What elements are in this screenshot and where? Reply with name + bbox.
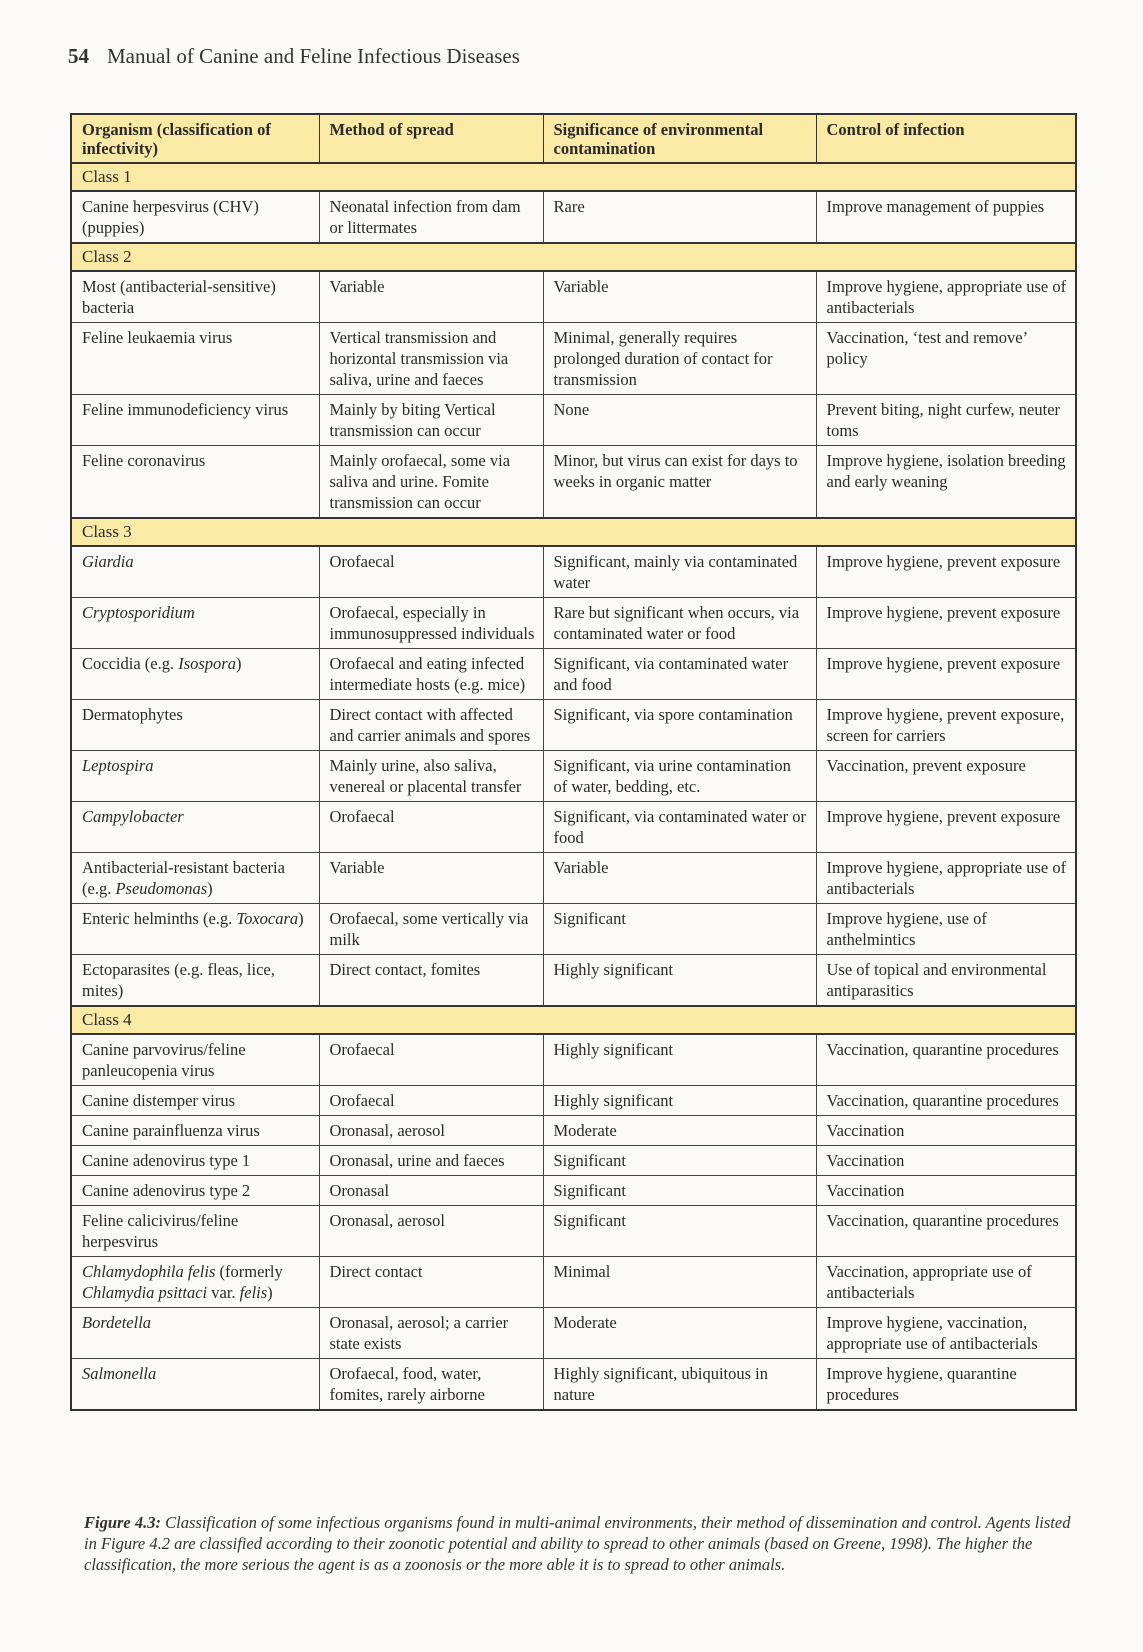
control-cell: Use of topical and environmental antiparasitics bbox=[816, 955, 1076, 1007]
table-header-row bbox=[71, 114, 1076, 163]
control-cell: Vaccination, appropriate use of antibacterials bbox=[816, 1257, 1076, 1308]
table-row bbox=[71, 904, 1076, 955]
table-row bbox=[71, 853, 1076, 904]
table-row bbox=[71, 1359, 1076, 1411]
organism-cell bbox=[71, 1257, 319, 1308]
table-row bbox=[71, 1086, 1076, 1116]
organism-cell: Feline calicivirus/feline herpesvirus bbox=[71, 1206, 319, 1257]
control-cell: Vaccination, quarantine procedures bbox=[816, 1034, 1076, 1086]
organism-cell: Canine distemper virus bbox=[71, 1086, 319, 1116]
control-cell: Vaccination bbox=[816, 1116, 1076, 1146]
significance-cell: Moderate bbox=[543, 1308, 816, 1359]
table-row bbox=[71, 802, 1076, 853]
organism-cell: Leptospira bbox=[71, 751, 319, 802]
table-row bbox=[71, 1116, 1076, 1146]
control-cell: Improve hygiene, quarantine procedures bbox=[816, 1359, 1076, 1411]
significance-cell: Rare bbox=[543, 191, 816, 243]
table-row bbox=[71, 1308, 1076, 1359]
organism-italic: Pseudomonas bbox=[115, 879, 208, 898]
control-cell: Improve management of puppies bbox=[816, 191, 1076, 243]
significance-cell: Highly significant, ubiquitous in nature bbox=[543, 1359, 816, 1411]
significance-cell: Significant bbox=[543, 1176, 816, 1206]
spread-cell: Oronasal bbox=[319, 1176, 543, 1206]
organism-cell: Feline coronavirus bbox=[71, 446, 319, 519]
spread-cell: Orofaecal bbox=[319, 802, 543, 853]
control-cell: Improve hygiene, prevent exposure bbox=[816, 802, 1076, 853]
control-cell: Improve hygiene, appropriate use of antibacterials bbox=[816, 271, 1076, 323]
significance-cell: Significant bbox=[543, 904, 816, 955]
header-spread: Method of spread bbox=[319, 114, 543, 163]
control-cell: Improve hygiene, use of anthelmintics bbox=[816, 904, 1076, 955]
significance-cell: Variable bbox=[543, 853, 816, 904]
organism-text: ) bbox=[298, 909, 304, 928]
spread-cell: Neonatal infection from dam or littermates bbox=[319, 191, 543, 243]
organism-text: ) bbox=[267, 1283, 273, 1302]
table-row bbox=[71, 191, 1076, 243]
organism-text: var. bbox=[207, 1283, 240, 1302]
significance-cell: Significant bbox=[543, 1146, 816, 1176]
significance-cell: Minor, but virus can exist for days to weeks in organic matter bbox=[543, 446, 816, 519]
organism-cell: Canine adenovirus type 1 bbox=[71, 1146, 319, 1176]
class-row bbox=[71, 518, 1076, 546]
class-label: Class 1 bbox=[71, 163, 1076, 191]
organism-text: Enteric helminths (e.g. bbox=[82, 909, 237, 928]
spread-cell: Orofaecal bbox=[319, 546, 543, 598]
spread-cell: Mainly by biting Vertical transmission can occur bbox=[319, 395, 543, 446]
running-title: Manual of Canine and Feline Infectious Diseases bbox=[107, 44, 520, 68]
table-row bbox=[71, 271, 1076, 323]
organism-cell bbox=[71, 649, 319, 700]
organism-cell: Canine parvovirus/feline panleucopenia virus bbox=[71, 1034, 319, 1086]
organism-italic: Isospora bbox=[178, 654, 236, 673]
control-cell: Prevent biting, night curfew, neuter toms bbox=[816, 395, 1076, 446]
significance-cell: Rare but significant when occurs, via contaminated water or food bbox=[543, 598, 816, 649]
spread-cell: Vertical transmission and horizontal transmission via saliva, urine and faeces bbox=[319, 323, 543, 395]
class-row bbox=[71, 243, 1076, 271]
table-row bbox=[71, 395, 1076, 446]
table-row bbox=[71, 1257, 1076, 1308]
header-organism: Organism (classification of infectivity) bbox=[71, 114, 319, 163]
organism-cell: Feline immunodeficiency virus bbox=[71, 395, 319, 446]
spread-cell: Mainly urine, also saliva, venereal or placental transfer bbox=[319, 751, 543, 802]
header-significance: Significance of environmental contamination bbox=[543, 114, 816, 163]
significance-cell: Variable bbox=[543, 271, 816, 323]
class-row bbox=[71, 1006, 1076, 1034]
spread-cell: Orofaecal, food, water, fomites, rarely airborne bbox=[319, 1359, 543, 1411]
organism-text: (formerly bbox=[215, 1262, 283, 1281]
significance-cell: Significant, via spore contamination bbox=[543, 700, 816, 751]
control-cell: Vaccination, quarantine procedures bbox=[816, 1086, 1076, 1116]
figure-caption bbox=[84, 1512, 1074, 1575]
organism-text: ) bbox=[235, 654, 242, 673]
table-row bbox=[71, 323, 1076, 395]
significance-cell: Significant, mainly via contaminated water bbox=[543, 546, 816, 598]
spread-cell: Oronasal, urine and faeces bbox=[319, 1146, 543, 1176]
table-row bbox=[71, 1034, 1076, 1086]
table-row bbox=[71, 955, 1076, 1007]
organism-cell: Campylobacter bbox=[71, 802, 319, 853]
significance-cell: Highly significant bbox=[543, 1086, 816, 1116]
significance-cell: None bbox=[543, 395, 816, 446]
page-header bbox=[68, 44, 520, 69]
organism-cell: Ectoparasites (e.g. fleas, lice, mites) bbox=[71, 955, 319, 1007]
organism-cell: Canine parainfluenza virus bbox=[71, 1116, 319, 1146]
organism-cell bbox=[71, 904, 319, 955]
control-cell: Vaccination, quarantine procedures bbox=[816, 1206, 1076, 1257]
organism-cell: Salmonella bbox=[71, 1359, 319, 1411]
significance-cell: Minimal, generally requires prolonged duration of contact for transmission bbox=[543, 323, 816, 395]
significance-cell: Moderate bbox=[543, 1116, 816, 1146]
table-row bbox=[71, 1176, 1076, 1206]
spread-cell: Oronasal, aerosol bbox=[319, 1206, 543, 1257]
organism-italic: Chlamydophila felis bbox=[82, 1262, 216, 1281]
organism-cell: Cryptosporidium bbox=[71, 598, 319, 649]
control-cell: Improve hygiene, prevent exposure bbox=[816, 598, 1076, 649]
control-cell: Improve hygiene, prevent exposure bbox=[816, 649, 1076, 700]
table-row bbox=[71, 1146, 1076, 1176]
organism-cell: Most (antibacterial-sensitive) bacteria bbox=[71, 271, 319, 323]
spread-cell: Variable bbox=[319, 271, 543, 323]
organism-cell: Canine adenovirus type 2 bbox=[71, 1176, 319, 1206]
significance-cell: Significant, via urine contamination of water, bedding, etc. bbox=[543, 751, 816, 802]
table-row bbox=[71, 700, 1076, 751]
control-cell: Improve hygiene, vaccination, appropriate use of antibacterials bbox=[816, 1308, 1076, 1359]
organism-cell: Bordetella bbox=[71, 1308, 319, 1359]
spread-cell: Direct contact with affected and carrier animals and spores bbox=[319, 700, 543, 751]
spread-cell: Oronasal, aerosol; a carrier state exists bbox=[319, 1308, 543, 1359]
control-cell: Vaccination bbox=[816, 1176, 1076, 1206]
spread-cell: Variable bbox=[319, 853, 543, 904]
significance-cell: Minimal bbox=[543, 1257, 816, 1308]
table-row bbox=[71, 546, 1076, 598]
class-label: Class 4 bbox=[71, 1006, 1076, 1034]
organism-cell: Canine herpesvirus (CHV) (puppies) bbox=[71, 191, 319, 243]
spread-cell: Direct contact bbox=[319, 1257, 543, 1308]
table-row bbox=[71, 649, 1076, 700]
spread-cell: Orofaecal, especially in immunosuppressed individuals bbox=[319, 598, 543, 649]
spread-cell: Direct contact, fomites bbox=[319, 955, 543, 1007]
organism-cell: Giardia bbox=[71, 546, 319, 598]
control-cell: Improve hygiene, prevent exposure, screen for carriers bbox=[816, 700, 1076, 751]
table-row bbox=[71, 751, 1076, 802]
page-number: 54 bbox=[68, 44, 89, 68]
spread-cell: Orofaecal bbox=[319, 1034, 543, 1086]
spread-cell: Orofaecal and eating infected intermediate hosts (e.g. mice) bbox=[319, 649, 543, 700]
control-cell: Improve hygiene, isolation breeding and early weaning bbox=[816, 446, 1076, 519]
organism-text: ) bbox=[207, 879, 213, 898]
header-control: Control of infection bbox=[816, 114, 1076, 163]
significance-cell: Highly significant bbox=[543, 1034, 816, 1086]
spread-cell: Mainly orofaecal, some via saliva and urine. Fomite transmission can occur bbox=[319, 446, 543, 519]
control-cell: Vaccination, ‘test and remove’ policy bbox=[816, 323, 1076, 395]
control-cell: Vaccination bbox=[816, 1146, 1076, 1176]
class-label: Class 3 bbox=[71, 518, 1076, 546]
class-label: Class 2 bbox=[71, 243, 1076, 271]
table-row bbox=[71, 598, 1076, 649]
organism-cell: Dermatophytes bbox=[71, 700, 319, 751]
control-cell: Vaccination, prevent exposure bbox=[816, 751, 1076, 802]
organism-cell bbox=[71, 853, 319, 904]
significance-cell: Significant bbox=[543, 1206, 816, 1257]
caption-label: Figure 4.3: bbox=[84, 1513, 162, 1532]
organism-text: Antibacterial-resistant bacteria (e.g. bbox=[82, 858, 285, 898]
spread-cell: Orofaecal, some vertically via milk bbox=[319, 904, 543, 955]
control-cell: Improve hygiene, appropriate use of antibacterials bbox=[816, 853, 1076, 904]
organism-italic: felis bbox=[239, 1283, 268, 1302]
caption-text: Classification of some infectious organisms found in multi-animal environments, their method of dissemination and control. Agents listed in Figure 4.2 are classified according to their zoonotic potential and ability to spread to other animals (based on Greene, 1998). The higher the classification, the more serious the agent is as a zoonosis or the more able it is to spread to other animals. bbox=[84, 1513, 1071, 1574]
table-row bbox=[71, 1206, 1076, 1257]
significance-cell: Significant, via contaminated water and food bbox=[543, 649, 816, 700]
organism-italic: Toxocara bbox=[236, 909, 299, 928]
control-cell: Improve hygiene, prevent exposure bbox=[816, 546, 1076, 598]
significance-cell: Significant, via contaminated water or food bbox=[543, 802, 816, 853]
significance-cell: Highly significant bbox=[543, 955, 816, 1007]
table-row bbox=[71, 446, 1076, 519]
organism-italic: Chlamydia psittaci bbox=[82, 1283, 208, 1302]
spread-cell: Oronasal, aerosol bbox=[319, 1116, 543, 1146]
organism-text: Coccidia (e.g. bbox=[82, 654, 179, 673]
spread-cell: Orofaecal bbox=[319, 1086, 543, 1116]
organism-cell: Feline leukaemia virus bbox=[71, 323, 319, 395]
class-row bbox=[71, 163, 1076, 191]
infectivity-table bbox=[70, 113, 1075, 1411]
